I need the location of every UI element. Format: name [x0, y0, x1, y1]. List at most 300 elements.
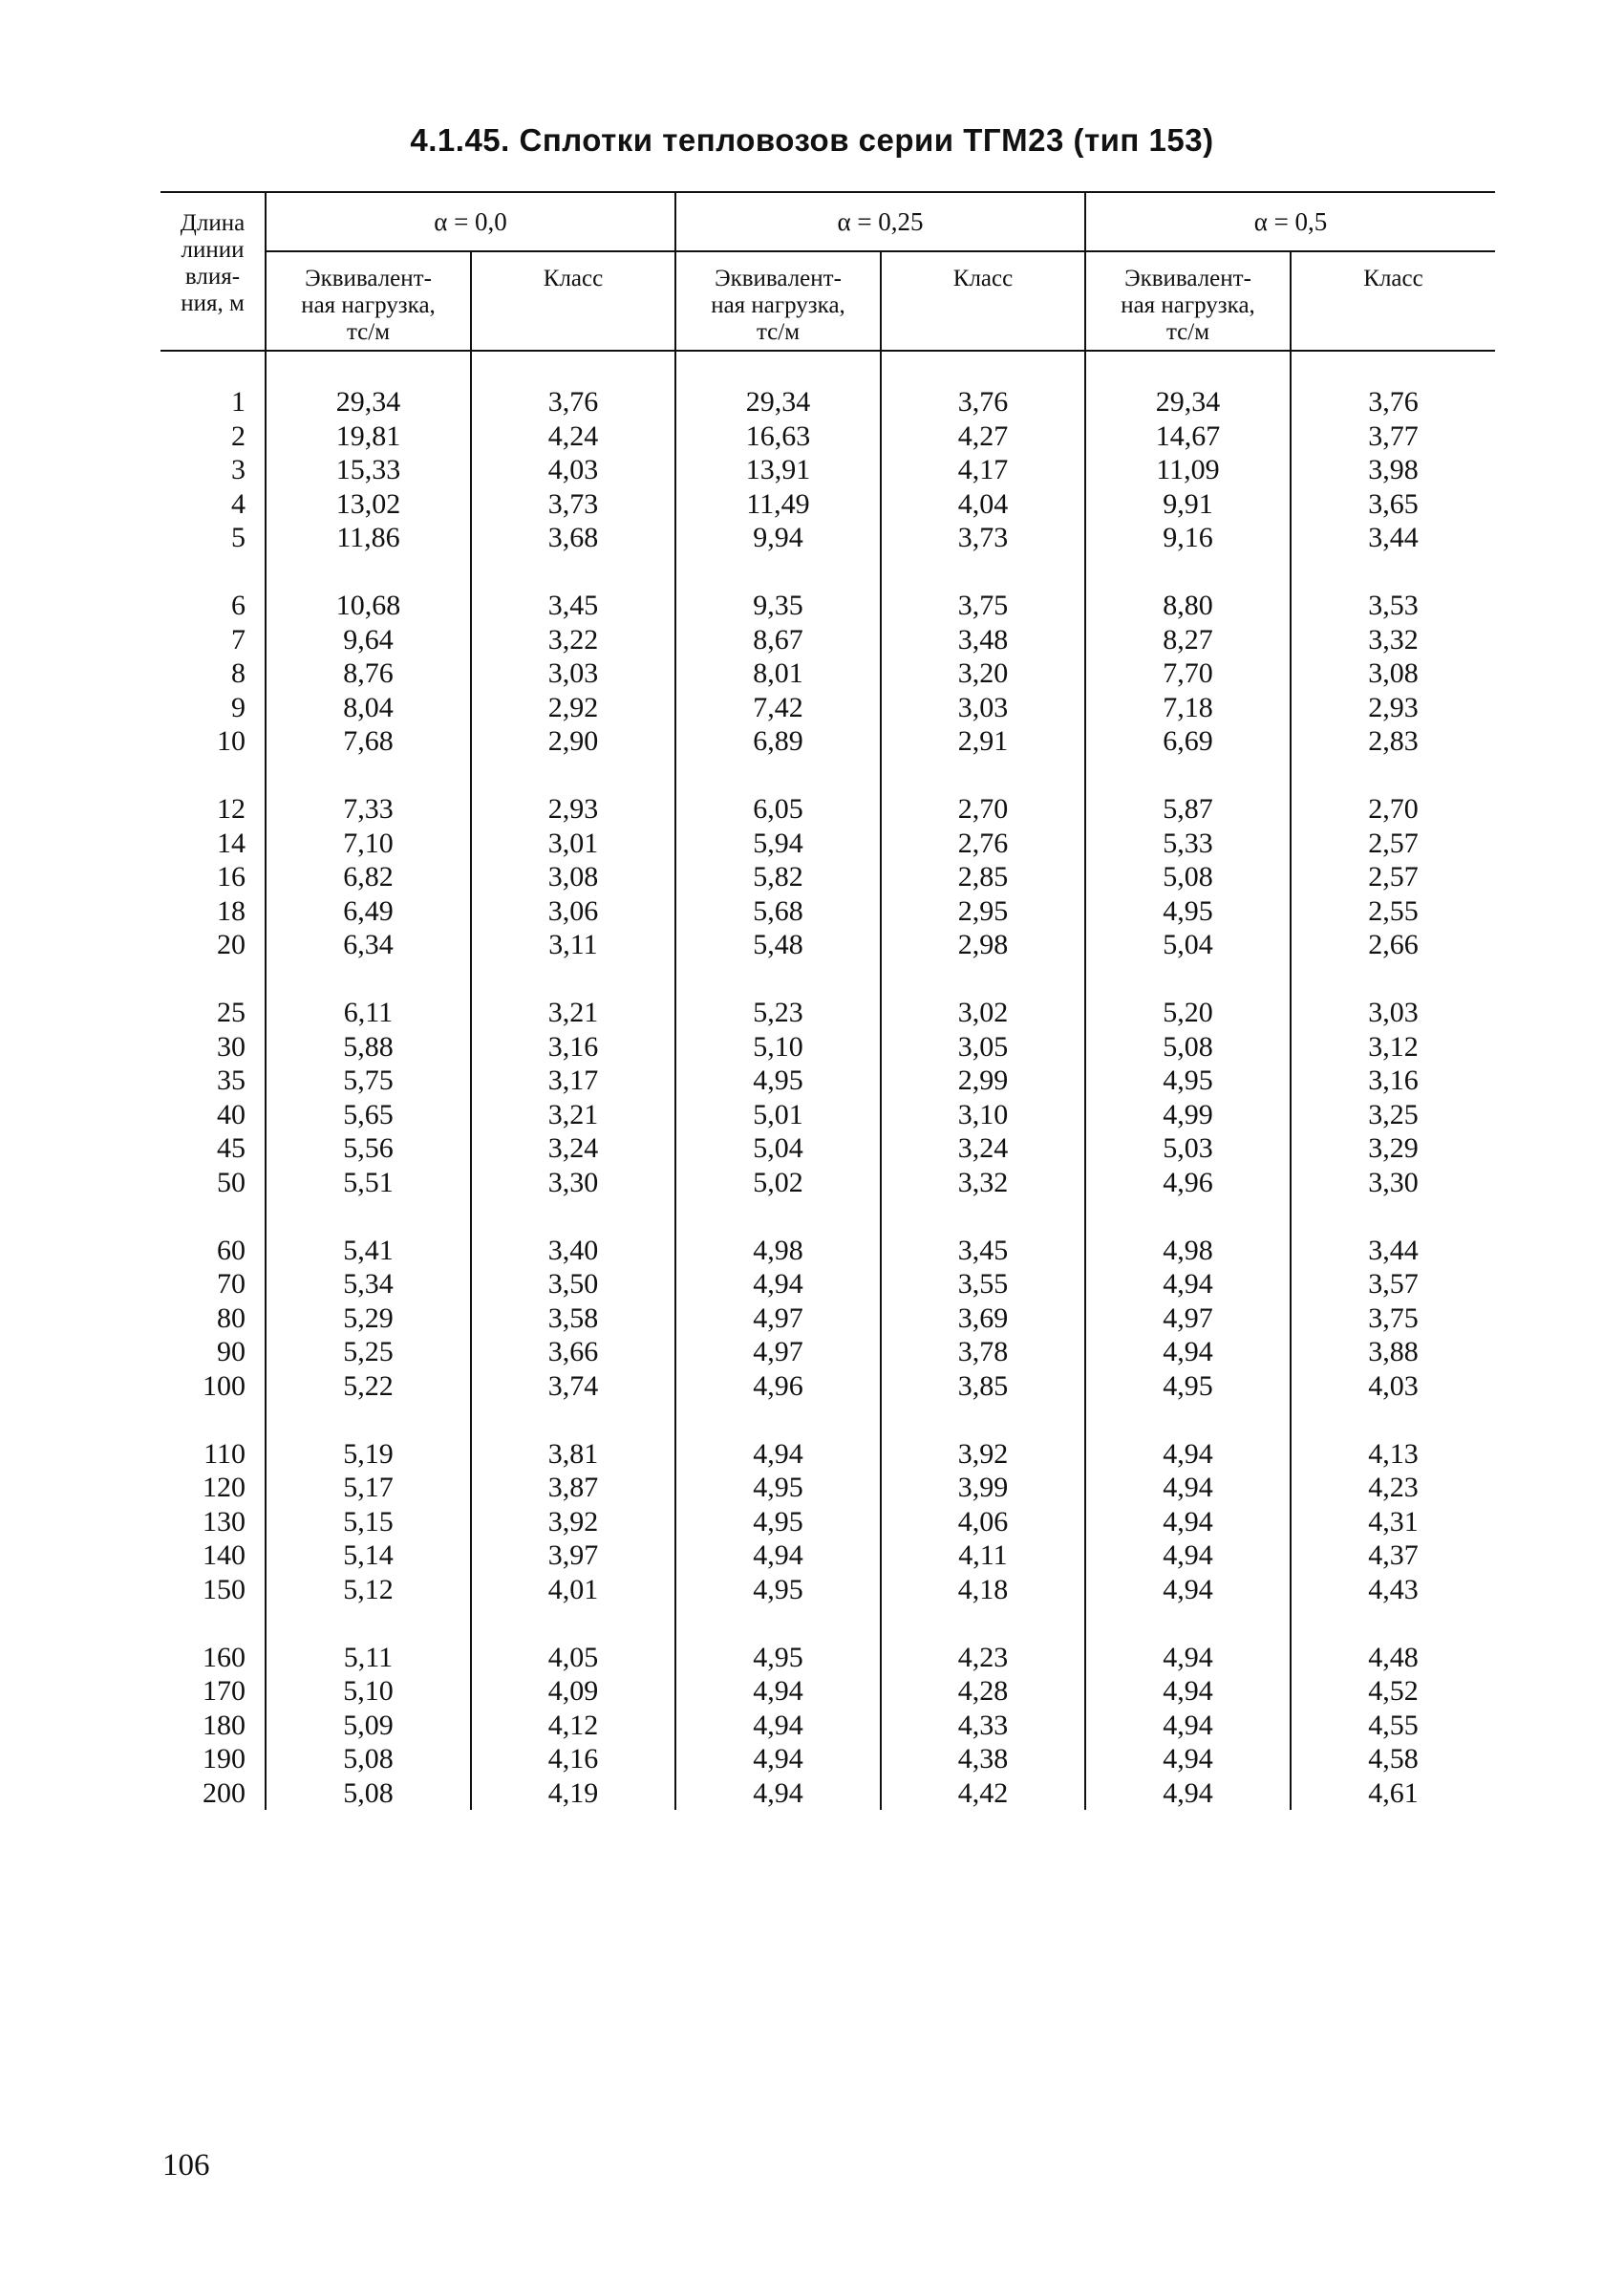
class-cell: 4,18 — [881, 1573, 1085, 1607]
table-row — [160, 1064, 1495, 1098]
equivalent-load-cell: 14,67 — [1085, 419, 1291, 454]
equivalent-load-cell: 4,95 — [1085, 894, 1291, 929]
equivalent-load-cell: 5,14 — [266, 1538, 471, 1573]
table-row — [160, 1335, 1495, 1369]
class-cell: 3,76 — [881, 385, 1085, 419]
class-cell: 3,10 — [881, 1098, 1085, 1132]
equivalent-load-cell: 6,89 — [675, 724, 881, 759]
class-cell: 3,85 — [881, 1369, 1085, 1404]
equivalent-load-cell: 4,97 — [675, 1301, 881, 1336]
class-cell: 4,11 — [881, 1538, 1085, 1573]
class-cell: 3,69 — [881, 1301, 1085, 1336]
spacer-row — [160, 1199, 1495, 1234]
equivalent-load-cell: 5,04 — [675, 1131, 881, 1166]
equivalent-load-cell: 11,49 — [675, 487, 881, 522]
length-header-line: влия- — [184, 264, 241, 290]
equivalent-load-cell: 16,63 — [675, 419, 881, 454]
class-cell: 2,57 — [1368, 827, 1419, 859]
equivalent-load-cell: 5,33 — [1085, 827, 1291, 861]
equivalent-load-cell: 29,34 — [1085, 385, 1291, 419]
page-title: 4.1.45. Сплотки тепловозов серии ТГМ23 (тип 153) — [410, 122, 1214, 158]
equivalent-load-cell: 5,15 — [266, 1505, 471, 1539]
class-cell: 2,90 — [471, 724, 675, 759]
length-cell: 20 — [160, 928, 266, 962]
equivalent-load-cell: 11,86 — [266, 521, 471, 555]
length-cell: 80 — [160, 1301, 266, 1336]
length-cell: 90 — [160, 1335, 266, 1369]
table-row — [160, 1674, 1495, 1709]
equivalent-load-cell: 4,94 — [1085, 1776, 1291, 1811]
class-cell: 2,70 — [1368, 793, 1419, 825]
equivalent-load-cell: 6,11 — [266, 996, 471, 1030]
equivalent-load-cell: 5,03 — [1085, 1131, 1291, 1166]
equivalent-load-cell: 6,49 — [266, 894, 471, 929]
equivalent-load-cell: 9,35 — [675, 589, 881, 623]
length-header — [160, 192, 266, 351]
equivalent-load-cell: 4,94 — [1085, 1742, 1291, 1776]
equivalent-load-cell: 4,95 — [675, 1505, 881, 1539]
class-cell: 4,58 — [1368, 1743, 1419, 1775]
class-header: Класс — [1291, 251, 1495, 351]
length-cell: 18 — [160, 894, 266, 929]
length-cell: 140 — [160, 1538, 266, 1573]
equivalent-header-line: Эквивалент- — [715, 266, 842, 291]
class-cell: 3,81 — [471, 1437, 675, 1472]
class-cell: 3,58 — [471, 1301, 675, 1336]
class-cell: 3,76 — [471, 385, 675, 419]
class-cell: 4,01 — [471, 1573, 675, 1607]
equivalent-header-line: ная нагрузка, — [301, 292, 436, 318]
equivalent-load-cell: 7,33 — [266, 792, 471, 827]
equivalent-load-cell: 5,04 — [1085, 928, 1291, 962]
class-cell: 3,75 — [1368, 1301, 1419, 1334]
class-cell: 3,24 — [471, 1131, 675, 1166]
equivalent-load-cell: 4,94 — [1085, 1641, 1291, 1675]
length-cell: 8 — [160, 656, 266, 691]
class-cell: 3,08 — [1368, 657, 1419, 689]
class-cell: 4,23 — [1368, 1472, 1419, 1503]
equivalent-load-cell: 8,01 — [675, 656, 881, 691]
equivalent-load-cell: 4,95 — [675, 1641, 881, 1675]
equivalent-load-cell: 4,94 — [675, 1437, 881, 1472]
equivalent-load-cell: 5,11 — [266, 1641, 471, 1675]
class-cell: 3,88 — [1368, 1336, 1419, 1367]
equivalent-load-cell: 4,97 — [1085, 1301, 1291, 1336]
class-cell: 3,02 — [881, 996, 1085, 1030]
page-number: 106 — [162, 2148, 210, 2183]
class-cell: 2,98 — [881, 928, 1085, 962]
table-row — [160, 1641, 1495, 1675]
class-cell: 4,06 — [881, 1505, 1085, 1539]
equivalent-load-cell: 6,05 — [675, 792, 881, 827]
class-cell: 4,31 — [1368, 1505, 1419, 1538]
equivalent-load-cell: 5,09 — [266, 1709, 471, 1743]
table-row — [160, 1267, 1495, 1301]
table-row — [160, 827, 1495, 861]
equivalent-load-cell: 4,96 — [1085, 1166, 1291, 1200]
table-row — [160, 1538, 1495, 1573]
class-cell: 4,33 — [881, 1709, 1085, 1743]
class-cell: 3,21 — [471, 1098, 675, 1132]
equivalent-load-cell: 4,95 — [675, 1471, 881, 1505]
equivalent-load-cell: 9,91 — [1085, 487, 1291, 522]
alpha-05-header: α = 0,5 — [1085, 192, 1495, 251]
class-cell: 4,61 — [1368, 1776, 1419, 1809]
equivalent-load-cell: 4,94 — [675, 1776, 881, 1811]
equivalent-load-cell: 5,48 — [675, 928, 881, 962]
equivalent-load-cell: 5,01 — [675, 1098, 881, 1132]
class-cell: 2,57 — [1368, 861, 1419, 893]
class-cell: 2,93 — [471, 792, 675, 827]
class-cell: 4,23 — [881, 1641, 1085, 1675]
equivalent-load-cell: 5,56 — [266, 1131, 471, 1166]
equivalent-load-cell: 8,67 — [675, 623, 881, 657]
length-cell: 180 — [160, 1709, 266, 1743]
length-cell: 170 — [160, 1674, 266, 1709]
class-cell: 4,55 — [1368, 1709, 1419, 1741]
equivalent-load-cell: 4,94 — [1085, 1573, 1291, 1607]
length-cell: 40 — [160, 1098, 266, 1132]
length-cell: 50 — [160, 1166, 266, 1200]
class-cell: 4,12 — [471, 1709, 675, 1743]
equivalent-load-cell: 7,68 — [266, 724, 471, 759]
class-cell: 2,55 — [1368, 894, 1419, 927]
class-cell: 3,40 — [471, 1234, 675, 1268]
equivalent-load-cell: 8,80 — [1085, 589, 1291, 623]
class-cell: 3,92 — [471, 1505, 675, 1539]
class-cell: 3,44 — [1368, 522, 1419, 553]
table-row — [160, 1301, 1495, 1336]
equivalent-header-line: ная нагрузка, — [711, 292, 845, 318]
length-header-line: Длина — [180, 210, 246, 236]
class-cell: 4,09 — [471, 1674, 675, 1709]
class-cell: 3,03 — [881, 691, 1085, 725]
equivalent-load-cell: 7,42 — [675, 691, 881, 725]
equivalent-load-cell: 5,68 — [675, 894, 881, 929]
equivalent-load-header — [1085, 251, 1291, 351]
equivalent-load-cell: 4,97 — [675, 1335, 881, 1369]
class-cell: 4,03 — [471, 453, 675, 487]
table-row — [160, 691, 1495, 725]
equivalent-load-cell: 4,94 — [675, 1674, 881, 1709]
table-row — [160, 623, 1495, 657]
equivalent-load-cell: 6,82 — [266, 860, 471, 894]
class-cell: 4,48 — [1368, 1641, 1419, 1673]
length-cell: 190 — [160, 1742, 266, 1776]
equivalent-load-cell: 6,69 — [1085, 724, 1291, 759]
class-cell: 3,45 — [471, 589, 675, 623]
class-cell: 4,17 — [881, 453, 1085, 487]
class-cell: 4,42 — [881, 1776, 1085, 1811]
table-row — [160, 1234, 1495, 1268]
equivalent-load-cell: 5,08 — [266, 1742, 471, 1776]
spacer-row — [160, 1606, 1495, 1641]
class-cell: 3,98 — [1368, 454, 1419, 485]
equivalent-load-cell: 4,99 — [1085, 1098, 1291, 1132]
class-cell: 4,38 — [881, 1742, 1085, 1776]
table-row — [160, 521, 1495, 555]
class-cell: 3,17 — [471, 1064, 675, 1098]
class-cell: 3,48 — [881, 623, 1085, 657]
table-row — [160, 453, 1495, 487]
length-cell: 110 — [160, 1437, 266, 1472]
equivalent-load-cell: 4,94 — [1085, 1437, 1291, 1472]
equivalent-load-cell: 5,12 — [266, 1573, 471, 1607]
class-cell: 2,76 — [881, 827, 1085, 861]
class-cell: 3,30 — [471, 1166, 675, 1200]
class-cell: 2,99 — [881, 1064, 1085, 1098]
table-row — [160, 928, 1495, 962]
equivalent-load-cell: 8,76 — [266, 656, 471, 691]
equivalent-load-cell: 4,94 — [1085, 1709, 1291, 1743]
class-cell: 4,05 — [471, 1641, 675, 1675]
table-body — [160, 351, 1495, 1810]
class-cell: 3,24 — [881, 1131, 1085, 1166]
class-cell: 3,50 — [471, 1267, 675, 1301]
length-cell: 120 — [160, 1471, 266, 1505]
class-cell: 3,73 — [471, 487, 675, 522]
equivalent-load-cell: 9,94 — [675, 521, 881, 555]
equivalent-load-cell: 5,10 — [266, 1674, 471, 1709]
class-cell: 4,43 — [1368, 1573, 1419, 1605]
equivalent-load-cell: 5,22 — [266, 1369, 471, 1404]
length-cell: 30 — [160, 1030, 266, 1065]
class-cell: 3,22 — [471, 623, 675, 657]
length-cell: 2 — [160, 419, 266, 454]
length-header-line: линии — [181, 237, 245, 263]
equivalent-header-line: тс/м — [346, 319, 391, 345]
equivalent-load-cell: 29,34 — [266, 385, 471, 419]
equivalent-load-cell: 4,94 — [1085, 1471, 1291, 1505]
equivalent-load-cell: 4,96 — [675, 1369, 881, 1404]
equivalent-load-cell: 9,16 — [1085, 521, 1291, 555]
class-cell: 3,03 — [471, 656, 675, 691]
class-cell: 3,74 — [471, 1369, 675, 1404]
equivalent-load-cell: 8,27 — [1085, 623, 1291, 657]
equivalent-load-cell: 5,08 — [266, 1776, 471, 1811]
equivalent-load-cell: 19,81 — [266, 419, 471, 454]
class-cell: 2,85 — [881, 860, 1085, 894]
class-cell: 3,97 — [471, 1538, 675, 1573]
equivalent-load-cell: 4,95 — [1085, 1064, 1291, 1098]
class-cell: 2,93 — [1368, 691, 1419, 723]
equivalent-load-cell: 9,64 — [266, 623, 471, 657]
equivalent-load-cell: 7,18 — [1085, 691, 1291, 725]
length-cell: 12 — [160, 792, 266, 827]
class-cell: 2,70 — [881, 792, 1085, 827]
table-row — [160, 1369, 1495, 1404]
table-row — [160, 1131, 1495, 1166]
length-cell: 70 — [160, 1267, 266, 1301]
alpha-0-header: α = 0,0 — [266, 192, 675, 251]
table-row — [160, 1437, 1495, 1472]
equivalent-load-cell: 13,02 — [266, 487, 471, 522]
class-cell: 3,55 — [881, 1267, 1085, 1301]
class-cell: 3,03 — [1368, 997, 1419, 1028]
equivalent-load-cell: 4,95 — [675, 1064, 881, 1098]
equivalent-load-cell: 5,23 — [675, 996, 881, 1030]
class-cell: 2,66 — [1368, 929, 1419, 960]
equivalent-load-cell: 5,75 — [266, 1064, 471, 1098]
length-cell: 100 — [160, 1369, 266, 1404]
table-row — [160, 1573, 1495, 1607]
table-row — [160, 1471, 1495, 1505]
class-cell: 4,37 — [1368, 1539, 1419, 1571]
class-cell: 4,28 — [881, 1674, 1085, 1709]
class-cell: 3,77 — [1368, 419, 1419, 452]
equivalent-load-cell: 4,94 — [675, 1742, 881, 1776]
table-row — [160, 996, 1495, 1030]
length-cell: 16 — [160, 860, 266, 894]
class-cell: 3,53 — [1368, 590, 1419, 621]
equivalent-load-cell: 4,94 — [1085, 1674, 1291, 1709]
spacer-row — [160, 1403, 1495, 1437]
class-cell: 3,44 — [1368, 1234, 1419, 1266]
class-cell: 3,21 — [471, 996, 675, 1030]
spacer-row — [160, 351, 1495, 385]
class-cell: 3,25 — [1368, 1098, 1419, 1130]
table-row — [160, 1166, 1495, 1200]
class-cell: 4,03 — [1368, 1369, 1419, 1402]
class-header: Класс — [471, 251, 675, 351]
class-cell: 4,16 — [471, 1742, 675, 1776]
class-cell: 3,87 — [471, 1471, 675, 1505]
length-cell: 45 — [160, 1131, 266, 1166]
class-cell: 3,99 — [881, 1471, 1085, 1505]
equivalent-load-cell: 5,65 — [266, 1098, 471, 1132]
length-cell: 10 — [160, 724, 266, 759]
equivalent-load-cell: 4,94 — [1085, 1267, 1291, 1301]
equivalent-load-cell: 10,68 — [266, 589, 471, 623]
equivalent-load-cell: 4,94 — [675, 1709, 881, 1743]
class-cell: 3,30 — [1368, 1166, 1419, 1198]
length-cell: 160 — [160, 1641, 266, 1675]
equivalent-load-cell: 7,10 — [266, 827, 471, 861]
class-cell: 2,95 — [881, 894, 1085, 929]
table-row — [160, 487, 1495, 522]
equivalent-load-cell: 4,94 — [675, 1538, 881, 1573]
equivalent-load-cell: 5,10 — [675, 1030, 881, 1065]
table-header — [160, 192, 1495, 351]
equivalent-load-cell: 29,34 — [675, 385, 881, 419]
load-table — [160, 191, 1495, 1810]
class-cell: 4,19 — [471, 1776, 675, 1811]
equivalent-load-cell: 15,33 — [266, 453, 471, 487]
table-row — [160, 1776, 1495, 1811]
class-cell: 3,05 — [881, 1030, 1085, 1065]
equivalent-load-cell: 5,87 — [1085, 792, 1291, 827]
equivalent-load-cell: 5,17 — [266, 1471, 471, 1505]
equivalent-header-line: тс/м — [756, 319, 801, 345]
spacer-row — [160, 555, 1495, 590]
equivalent-load-cell: 4,98 — [1085, 1234, 1291, 1268]
equivalent-load-cell: 5,29 — [266, 1301, 471, 1336]
class-cell: 3,16 — [471, 1030, 675, 1065]
length-cell: 60 — [160, 1234, 266, 1268]
length-cell: 3 — [160, 453, 266, 487]
table-row — [160, 1742, 1495, 1776]
class-header: Класс — [881, 251, 1085, 351]
table-row — [160, 1709, 1495, 1743]
equivalent-load-cell: 5,08 — [1085, 860, 1291, 894]
length-cell: 35 — [160, 1064, 266, 1098]
equivalent-load-cell: 7,70 — [1085, 656, 1291, 691]
class-cell: 3,06 — [471, 894, 675, 929]
equivalent-load-cell: 5,19 — [266, 1437, 471, 1472]
length-header-line: ния, м — [181, 290, 245, 316]
class-cell: 3,12 — [1368, 1030, 1419, 1063]
equivalent-load-cell: 5,94 — [675, 827, 881, 861]
equivalent-load-cell: 5,41 — [266, 1234, 471, 1268]
equivalent-load-cell: 11,09 — [1085, 453, 1291, 487]
length-cell: 6 — [160, 589, 266, 623]
class-cell: 2,91 — [881, 724, 1085, 759]
equivalent-load-cell: 4,94 — [1085, 1335, 1291, 1369]
class-cell: 3,08 — [471, 860, 675, 894]
equivalent-header-line: тс/м — [1165, 319, 1210, 345]
equivalent-load-cell: 5,20 — [1085, 996, 1291, 1030]
length-cell: 9 — [160, 691, 266, 725]
class-cell: 3,45 — [881, 1234, 1085, 1268]
class-cell: 3,20 — [881, 656, 1085, 691]
class-cell: 2,92 — [471, 691, 675, 725]
equivalent-load-cell: 5,25 — [266, 1335, 471, 1369]
class-cell: 3,76 — [1368, 386, 1419, 418]
class-cell: 3,68 — [471, 521, 675, 555]
class-cell: 4,24 — [471, 419, 675, 454]
equivalent-header-line: Эквивалент- — [305, 266, 432, 291]
table-row — [160, 792, 1495, 827]
equivalent-load-cell: 4,98 — [675, 1234, 881, 1268]
class-cell: 3,57 — [1368, 1268, 1419, 1300]
equivalent-load-cell: 4,94 — [675, 1267, 881, 1301]
table-row — [160, 724, 1495, 759]
equivalent-load-cell: 5,08 — [1085, 1030, 1291, 1065]
equivalent-load-cell: 6,34 — [266, 928, 471, 962]
length-cell: 1 — [160, 385, 266, 419]
length-cell: 25 — [160, 996, 266, 1030]
length-cell: 5 — [160, 521, 266, 555]
class-cell: 3,32 — [881, 1166, 1085, 1200]
equivalent-load-header — [675, 251, 881, 351]
equivalent-load-cell: 5,82 — [675, 860, 881, 894]
table-row — [160, 860, 1495, 894]
class-cell: 4,52 — [1368, 1675, 1419, 1707]
length-cell: 14 — [160, 827, 266, 861]
equivalent-load-cell: 5,02 — [675, 1166, 881, 1200]
equivalent-load-cell: 4,94 — [1085, 1538, 1291, 1573]
table-row — [160, 589, 1495, 623]
class-cell: 3,75 — [881, 589, 1085, 623]
equivalent-load-cell: 4,95 — [675, 1573, 881, 1607]
table-row — [160, 1098, 1495, 1132]
class-cell: 4,13 — [1368, 1437, 1419, 1470]
length-cell: 130 — [160, 1505, 266, 1539]
length-cell: 200 — [160, 1776, 266, 1811]
table-row — [160, 1030, 1495, 1065]
equivalent-header-line: ная нагрузка, — [1121, 292, 1255, 318]
table-row — [160, 1505, 1495, 1539]
class-cell: 3,11 — [471, 928, 675, 962]
table-row — [160, 419, 1495, 454]
table-row — [160, 385, 1495, 419]
table-row — [160, 894, 1495, 929]
class-cell: 3,32 — [1368, 623, 1419, 656]
equivalent-load-cell: 5,34 — [266, 1267, 471, 1301]
equivalent-load-cell: 4,95 — [1085, 1369, 1291, 1404]
length-cell: 7 — [160, 623, 266, 657]
class-cell: 4,04 — [881, 487, 1085, 522]
